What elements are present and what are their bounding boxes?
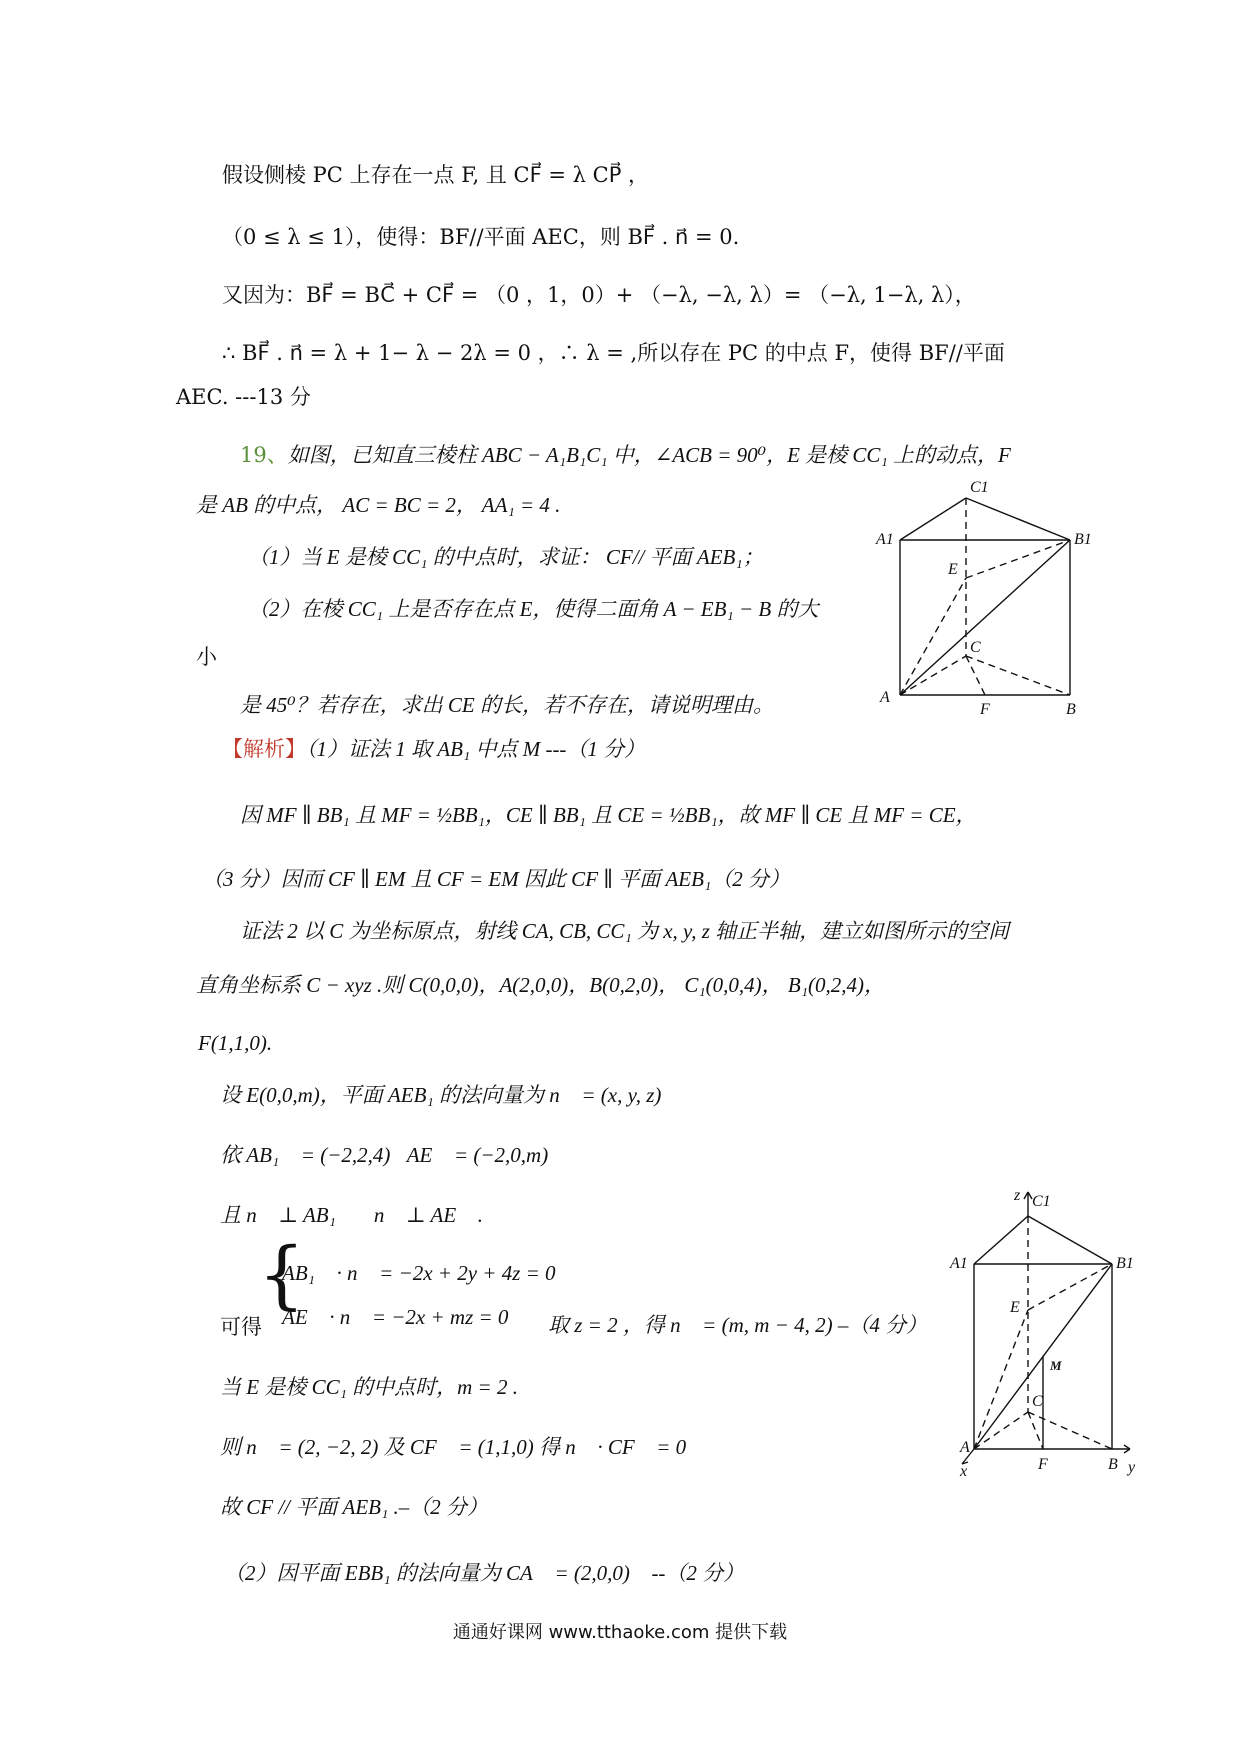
fig1-label-a1: A1 (876, 531, 894, 548)
fig2-label-e: E (1010, 1299, 1020, 1316)
answer-line-7: 设 E(0,0,m)，平面 AEB₁ 的法向量为 n⃗ = (x, y, z)， (220, 1083, 678, 1107)
question-number: 19、 (240, 443, 288, 467)
fig1-label-a: A (880, 689, 890, 706)
fig2-label-x: x (960, 1463, 968, 1480)
answer-line-6: F(1,1,0). (198, 1031, 273, 1055)
answer-text: （1）证法 1 取 AB₁ 中点 M ---（1 分） (306, 737, 646, 761)
answer-line-13: 故 CF // 平面 AEB₁ .–（2 分） (220, 1495, 489, 1519)
question-text: 如图，已知直三棱柱 ABC − A₁B₁C₁ 中，∠ACB = 90⁰，E 是棱 CC₁ 上的动点，F (287, 443, 1011, 467)
page-footer: 通通好课网 www.tthaoke.com 提供下载 (452, 1622, 788, 1643)
answer-line-11: 当 E 是棱 CC₁ 的中点时，m = 2 . (220, 1375, 518, 1399)
fig2-label-b1: B1 (1116, 1255, 1134, 1272)
fig2-label-z: z (1014, 1187, 1021, 1204)
question-19-part-2: （2）在棱 CC₁ 上是否存在点 E，使得二面角 A − EB₁ − B 的大 (248, 597, 819, 621)
fig2-label-c1: C1 (1032, 1193, 1051, 1210)
fig2-label-y: y (1128, 1459, 1136, 1476)
prism-figure-1 (860, 470, 1110, 720)
answer-line-1 (222, 734, 645, 764)
text-line-4: ∴ BF⃗ . n⃗ = λ + 1− λ − 2λ = 0 ，∴ λ = ,所以存在 PC 的中点 F，使得 BF//平面 (222, 341, 1005, 365)
answer-line-10-suffix: 取 z = 2 ，得 n⃗ = (m, m − 4, 2) –（4 分） (548, 1313, 928, 1337)
text-line-3: 又因为：BF⃗ = BC⃗ + CF⃗ = （0 ，1，0）+ （−λ, −λ, λ）= （−λ, 1−λ, λ）， (222, 283, 976, 307)
question-19-part-2-cont: 小 (196, 645, 217, 669)
fig1-label-e: E (948, 561, 958, 578)
equation-system-row-2: AE⃗ · n⃗ = −2x + mz = 0 (282, 1305, 509, 1329)
answer-tag: 【解析】 (222, 737, 306, 761)
answer-line-14: （2）因平面 EBB₁ 的法向量为 CA⃗ = (2,0,0)， --（2 分） (224, 1561, 745, 1585)
fig1-label-b: B (1066, 701, 1076, 718)
answer-line-2: 因 MF ∥ BB₁ 且 MF = ½BB₁，CE ∥ BB₁ 且 CE = ½BB₁，故 MF ∥ CE 且 MF = CE， (240, 803, 977, 827)
fig1-label-b1: B1 (1074, 531, 1092, 548)
fig1-label-f: F (980, 701, 990, 718)
fig1-label-c1: C1 (970, 479, 989, 496)
answer-line-10-prefix: 可得 (220, 1315, 262, 1339)
answer-line-5: 直角坐标系 C − xyz .则 C(0,0,0)，A(2,0,0)，B(0,2,0)， C₁(0,0,4)， B₁(0,2,4)， (196, 973, 886, 997)
answer-line-3: （3 分）因而 CF ∥ EM 且 CF = EM 因此 CF ∥ 平面 AEB₁（2 分） (202, 867, 790, 891)
fig1-label-c: C (970, 639, 981, 656)
fig2-label-a: A (960, 1439, 970, 1456)
fig2-label-c: C (1032, 1393, 1043, 1410)
answer-line-8: 依 AB₁⃗ = (−2,2,4)，AE⃗ = (−2,0,m) (220, 1143, 549, 1167)
text-line-1: 假设侧棱 PC 上存在一点 F, 且 CF⃗ = λ CP⃗ ， (222, 163, 650, 187)
fig2-label-m: M (1050, 1358, 1062, 1373)
answer-line-12: 则 n⃗ = (2, −2, 2) 及 CF⃗ = (1,1,0) 得 n⃗ · CF⃗ = 0 (220, 1435, 687, 1459)
question-19-part-1: （1）当 E 是棱 CC₁ 的中点时，求证： CF// 平面 AEB₁； (248, 545, 764, 569)
answer-line-4: 证法 2 以 C 为坐标原点，射线 CA, CB, CC₁ 为 x, y, z 轴正半轴，建立如图所示的空间 (240, 919, 1010, 943)
question-19-line-2: 是 AB 的中点， AC = BC = 2， AA₁ = 4 . (196, 493, 561, 517)
answer-line-9: 且 n⃗ ⊥ AB₁⃗ ，n⃗ ⊥ AE⃗ . (220, 1203, 484, 1227)
question-19-part-2-end: 是 45⁰？若存在，求出 CE 的长，若不存在，请说明理由。 (240, 693, 775, 717)
text-line-2: （0 ≤ λ ≤ 1），使得：BF//平面 AEC，则 BF⃗ . n⃗ = 0. (222, 225, 740, 249)
fig2-label-a1: A1 (950, 1255, 968, 1272)
prism-figure-2 (946, 1184, 1146, 1504)
fig2-label-b: B (1108, 1456, 1118, 1473)
text-line-5: AEC. ---13 分 (176, 385, 311, 409)
equation-system-row-1: AB₁⃗ · n⃗ = −2x + 2y + 4z = 0 (282, 1261, 556, 1285)
equation-system-brace: { (258, 1232, 306, 1318)
fig2-label-f: F (1038, 1456, 1048, 1473)
question-19-line-1 (240, 440, 1011, 470)
